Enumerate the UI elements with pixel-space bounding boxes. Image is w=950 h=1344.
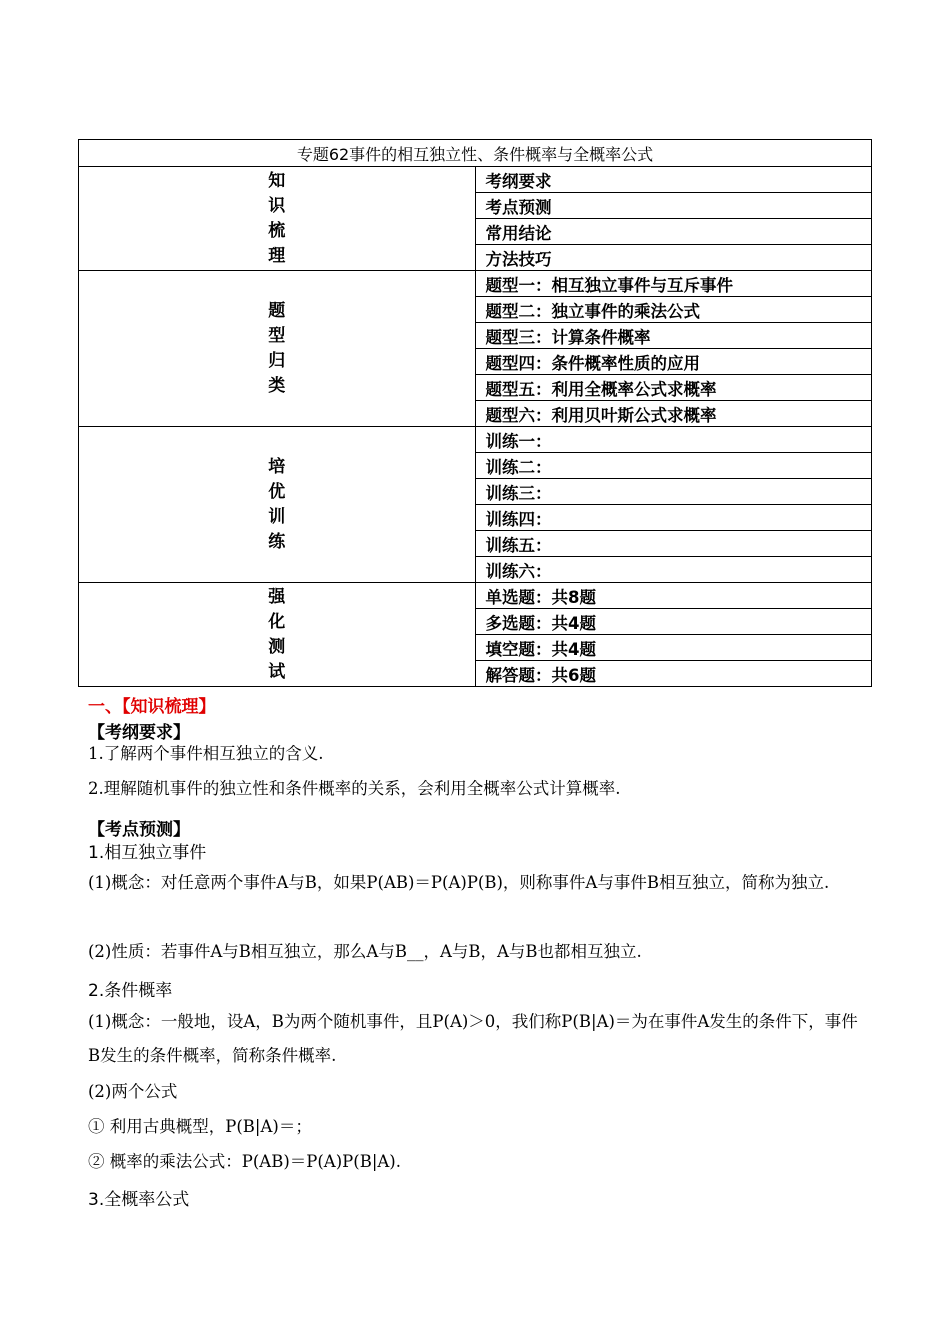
- toc-category-training: 培 优 训 练: [79, 427, 476, 583]
- toc-item[interactable]: 单选题：共8题: [475, 583, 872, 609]
- paragraph: (2)两个公式: [88, 1082, 178, 1101]
- section-heading: 一、【知识梳理】: [88, 697, 216, 717]
- toc-item[interactable]: 方法技巧: [475, 245, 872, 271]
- toc-item[interactable]: 训练三：: [475, 479, 872, 505]
- toc-item[interactable]: 考纲要求: [475, 167, 872, 193]
- toc-item[interactable]: 训练二：: [475, 453, 872, 479]
- paragraph: ① 利用古典概型，P(B|A)＝；: [88, 1117, 312, 1136]
- paragraph: (1)概念：一般地，设A，B为两个随机事件，且P(A)＞0，我们称P(B|A)＝为在事件A发生的条件下，事件B发生的条件概率，简称条件概率.: [88, 1012, 858, 1065]
- toc-table: [78, 139, 872, 687]
- toc-item[interactable]: 题型五：利用全概率公式求概率: [475, 375, 872, 401]
- toc-item[interactable]: 训练一：: [475, 427, 872, 453]
- point-title: 2.条件概率: [88, 981, 173, 1001]
- toc-item[interactable]: 训练四：: [475, 505, 872, 531]
- toc-category-knowledge: 知 识 梳 理: [79, 167, 476, 271]
- subsection-heading-syllabus: 【考纲要求】: [88, 723, 190, 743]
- toc-item[interactable]: 题型六：利用贝叶斯公式求概率: [475, 401, 872, 427]
- point-title: 3.全概率公式: [88, 1190, 190, 1210]
- paragraph: (1)概念：对任意两个事件A与B，如果P(AB)＝P(A)P(B)，则称事件A与事件B相互独立，简称为独立.: [88, 873, 830, 892]
- paragraph: (2)性质：若事件A与B相互独立，那么A与B__，A与B，A与B也都相互独立.: [88, 942, 642, 961]
- toc-item[interactable]: 题型一：相互独立事件与互斥事件: [475, 271, 872, 297]
- paragraph: ② 概率的乘法公式：P(AB)＝P(A)P(B|A).: [88, 1152, 401, 1171]
- toc-item[interactable]: 考点预测: [475, 193, 872, 219]
- paragraph: 1.了解两个事件相互独立的含义.: [88, 744, 324, 763]
- toc-item[interactable]: 多选题：共4题: [475, 609, 872, 635]
- toc-item[interactable]: 题型三：计算条件概率: [475, 323, 872, 349]
- toc-item[interactable]: 题型二：独立事件的乘法公式: [475, 297, 872, 323]
- toc-title: 专题62事件的相互独立性、条件概率与全概率公式: [79, 140, 872, 167]
- point-title: 1.相互独立事件: [88, 843, 207, 863]
- toc-item[interactable]: 常用结论: [475, 219, 872, 245]
- toc-item[interactable]: 训练六：: [475, 557, 872, 583]
- toc-item[interactable]: 解答题：共6题: [475, 661, 872, 687]
- toc-item[interactable]: 填空题：共4题: [475, 635, 872, 661]
- toc-item[interactable]: 训练五：: [475, 531, 872, 557]
- toc-category-test: 强 化 测 试: [79, 583, 476, 687]
- toc-category-question-types: 题 型 归 类: [79, 271, 476, 427]
- subsection-heading-points: 【考点预测】: [88, 820, 190, 840]
- paragraph: 2.理解随机事件的独立性和条件概率的关系，会利用全概率公式计算概率.: [88, 779, 621, 798]
- toc-item[interactable]: 题型四：条件概率性质的应用: [475, 349, 872, 375]
